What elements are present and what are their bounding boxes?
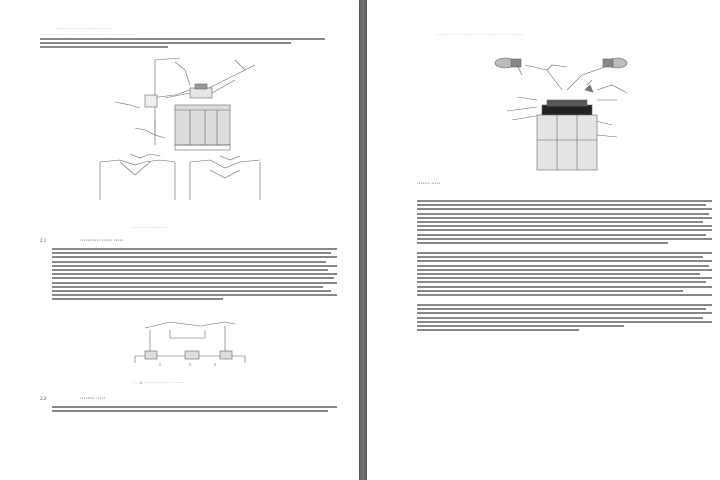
page-2-paragraph-1 bbox=[417, 200, 712, 252]
page-1-intro-paragraph bbox=[40, 38, 325, 50]
section-2-1-paragraph bbox=[52, 248, 337, 304]
page-1-top-line-2: ··· ······· ······· ·· ······ ····· ··· ··········· ·· ······ ······ ·· ···· bbox=[40, 33, 138, 37]
section-heading-2-2: ········ ····· bbox=[80, 396, 106, 402]
page-2-paragraph-3 bbox=[417, 304, 712, 338]
page-2-number: · bbox=[545, 430, 547, 435]
document-page-1 bbox=[0, 0, 359, 480]
figure-1-apparatus-diagram bbox=[95, 50, 275, 210]
page-1-number: · bbox=[180, 430, 182, 435]
section-number-2-2: 2.2 bbox=[40, 397, 47, 402]
figure-2-circuit-diagram bbox=[130, 318, 250, 368]
document-page-2 bbox=[367, 0, 720, 480]
figure-2-caption: ···. 2. · ········· ········· ········ bbox=[133, 380, 186, 385]
page-2-paragraph-2 bbox=[417, 252, 712, 302]
figure-3-apparatus-diagram bbox=[487, 45, 647, 175]
page-2-top-line: ········· ·· ······ ·········· ·· ····· ··········· ·· ···· ······· bbox=[437, 33, 524, 37]
figure-1-caption: ······ ······ ······· ·· · bbox=[132, 225, 168, 230]
section-heading-2-1: ··········· ······ ····· bbox=[80, 238, 124, 244]
section-number-2-1: 2.1 bbox=[40, 239, 47, 244]
section-heading-page-2: ······· ····· bbox=[417, 181, 441, 187]
section-2-2-paragraph bbox=[52, 406, 337, 420]
page-1-top-line-1: ········ ·········· ·· ·········· ········· bbox=[54, 27, 110, 31]
